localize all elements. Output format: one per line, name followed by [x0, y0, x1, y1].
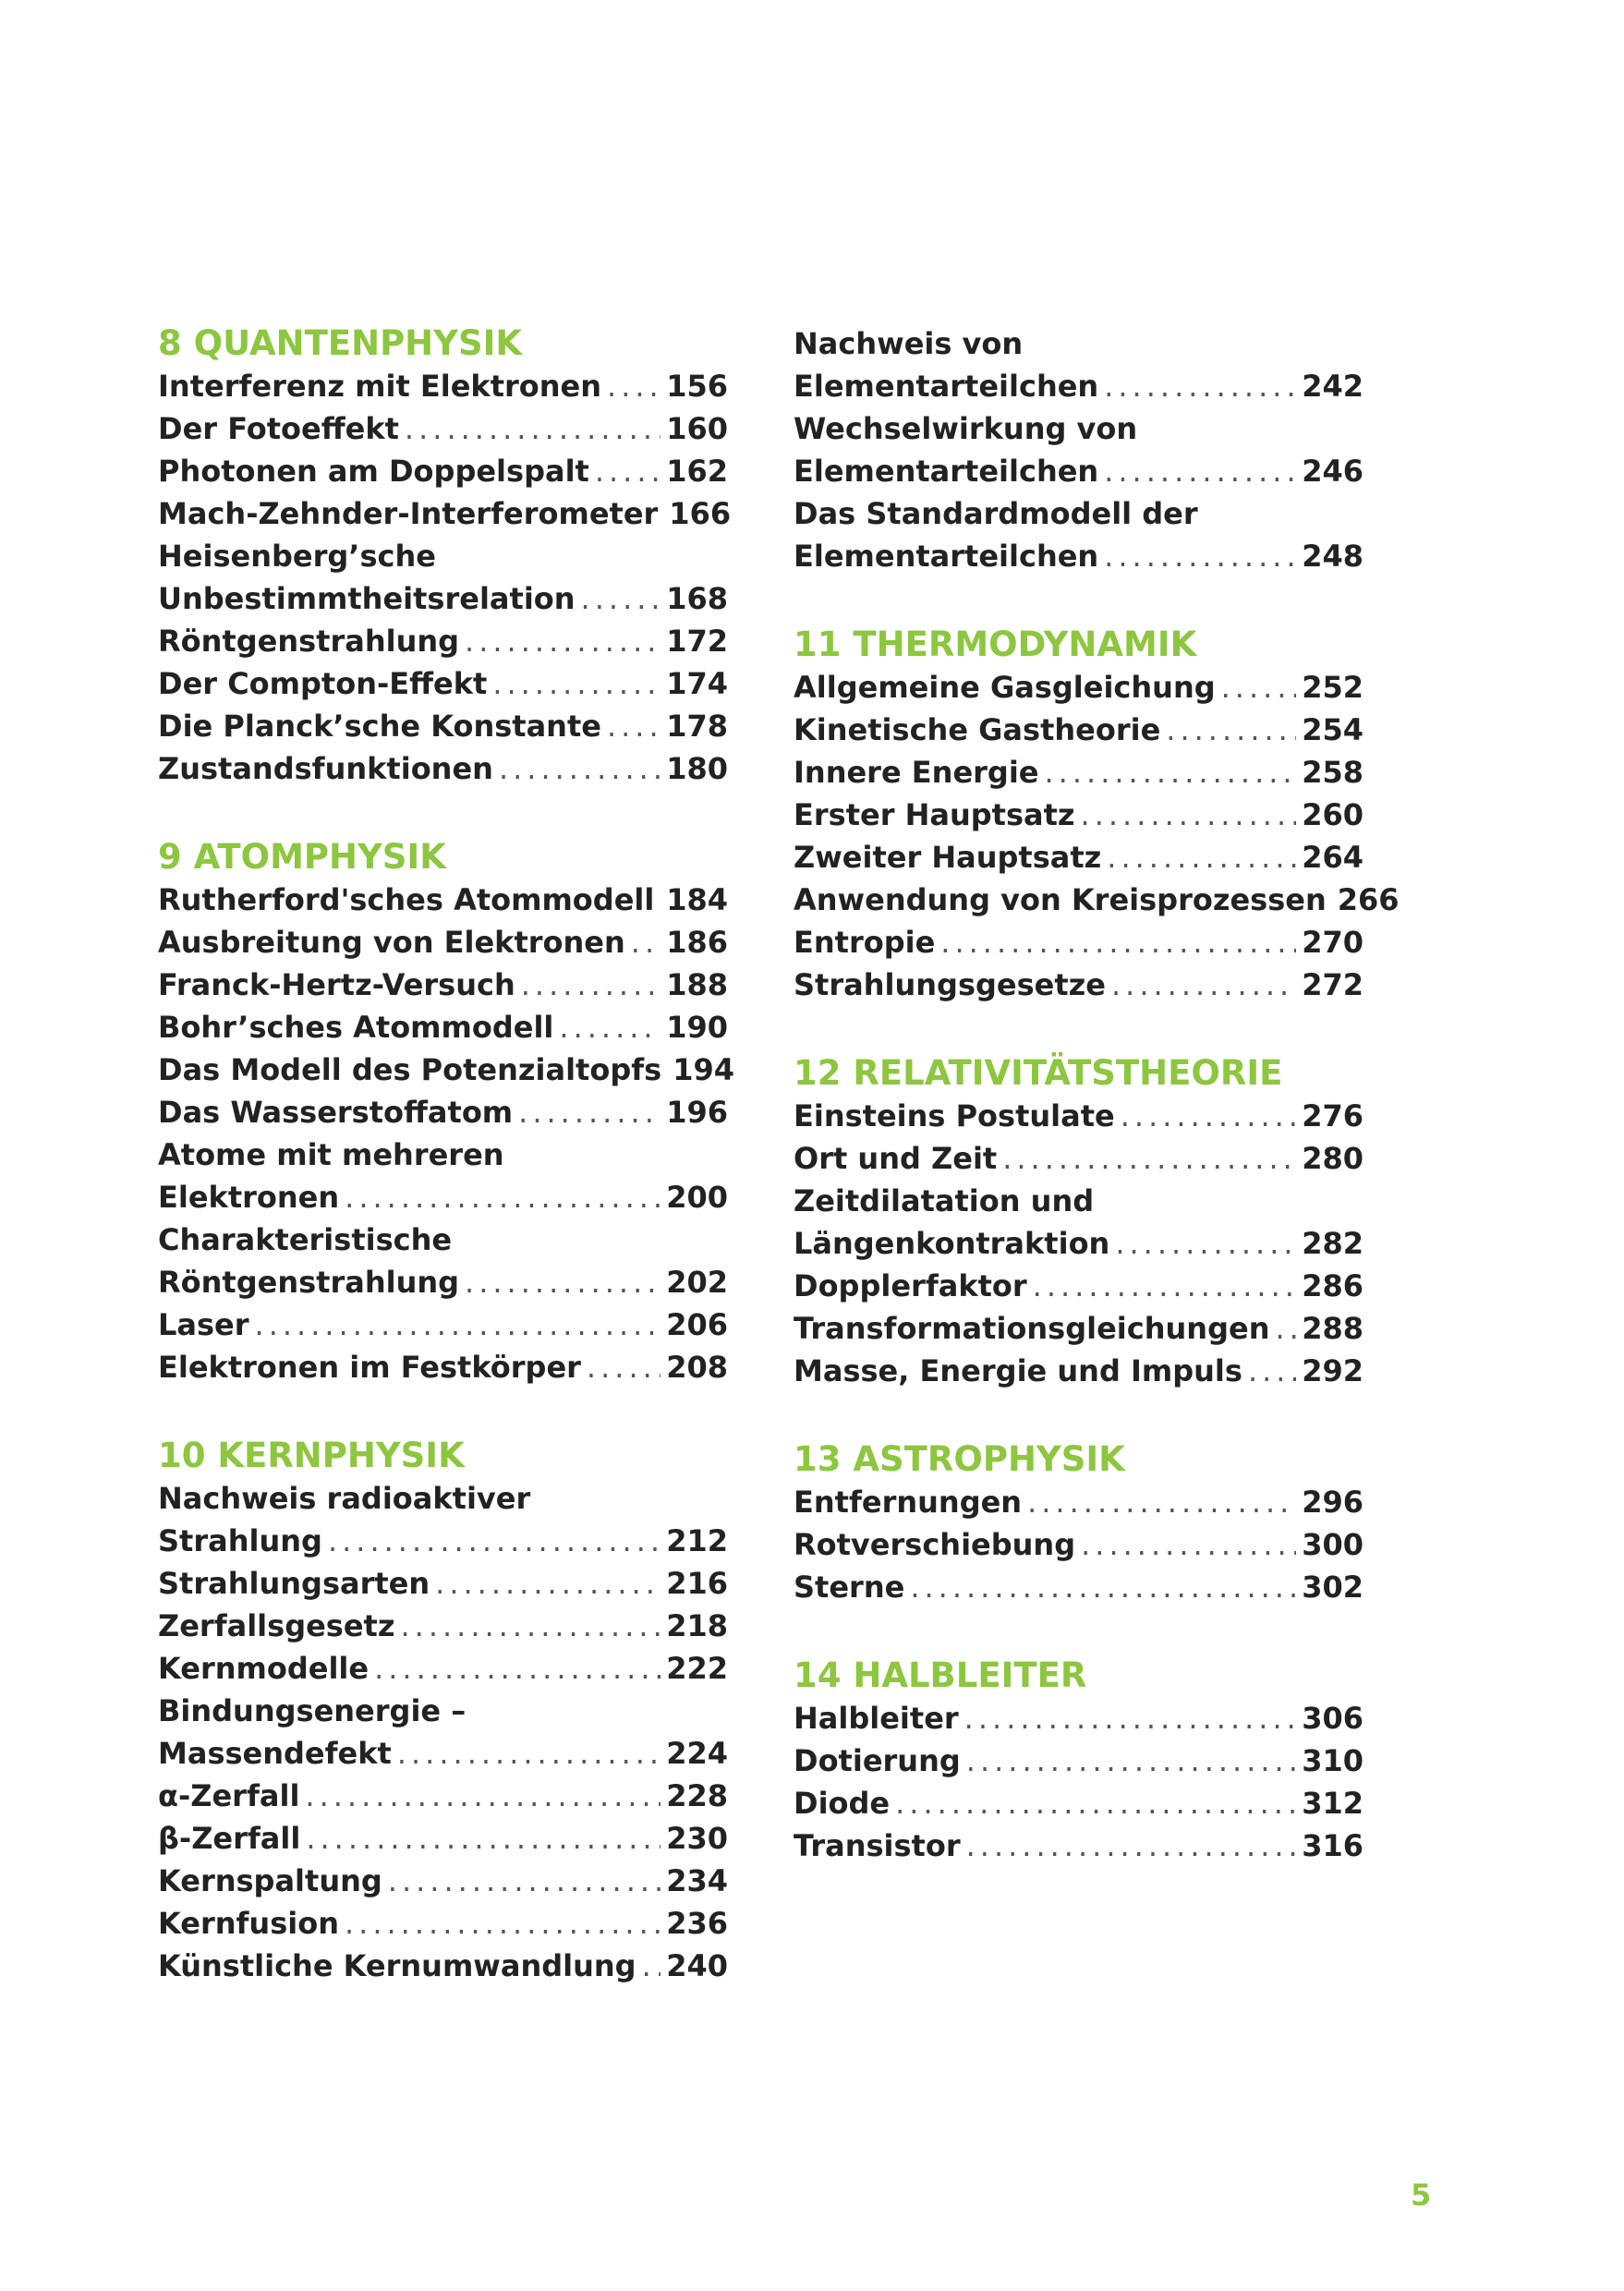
toc-entry[interactable]: [794, 1739, 1363, 1782]
toc-entry[interactable]: [794, 709, 1363, 751]
toc-section-10-kernphysik: [158, 1435, 728, 1987]
dot-leader: [1104, 450, 1296, 492]
entry-title: Halbleiter: [794, 1701, 959, 1736]
entry-page-number: 230: [666, 1821, 728, 1856]
toc-entry[interactable]: [158, 1945, 728, 1987]
entry-page-number: 270: [1302, 925, 1363, 960]
entry-page-number: 206: [666, 1307, 728, 1342]
toc-section-9-atomphysik: [158, 836, 734, 1388]
entry-row: [158, 921, 728, 964]
entry-page-number: 200: [666, 1180, 728, 1215]
entry-row: [794, 709, 1363, 751]
entry-page-number: 306: [1302, 1701, 1363, 1736]
entry-page-number: 286: [1302, 1268, 1363, 1303]
entry-page-number: 236: [666, 1906, 728, 1941]
entry-page-number: 234: [666, 1863, 728, 1898]
toc-section-continued: [794, 322, 1363, 577]
toc-entry[interactable]: [158, 747, 728, 790]
entry-row: [158, 620, 728, 662]
toc-entry[interactable]: [794, 1180, 1363, 1265]
entry-title: Kernspaltung: [158, 1863, 382, 1898]
entry-title: Künstliche Kernumwandlung: [158, 1948, 636, 1983]
dot-leader: [405, 407, 661, 450]
toc-entry[interactable]: [158, 964, 728, 1006]
dot-leader: [400, 1605, 661, 1647]
dot-leader: [1121, 1095, 1296, 1137]
dot-leader: [631, 921, 661, 964]
entry-page-number: 166: [669, 496, 732, 531]
entry-page-number: 186: [666, 925, 728, 960]
entry-row: [794, 1782, 1363, 1824]
dot-leader: [1248, 1350, 1296, 1392]
toc-entry[interactable]: [158, 1817, 728, 1860]
toc-entry[interactable]: [158, 1860, 728, 1902]
toc-entry[interactable]: [794, 751, 1363, 794]
entry-title: Elementarteilchen: [794, 454, 1099, 489]
entry-page-number: 258: [1302, 755, 1363, 790]
entry-title-line: Wechselwirkung von: [794, 411, 1138, 446]
entry-page-number: 296: [1302, 1485, 1363, 1520]
entry-row: [158, 747, 728, 790]
entry-title: Diode: [794, 1786, 891, 1821]
dot-leader: [966, 1739, 1296, 1782]
entry-title: Elementarteilchen: [794, 369, 1099, 404]
dot-leader: [435, 1562, 661, 1605]
entry-page-number: 240: [666, 1948, 728, 1983]
entry-row: [158, 1520, 728, 1562]
toc-entry[interactable]: [158, 705, 728, 747]
entry-title: Strahlungsarten: [158, 1566, 430, 1601]
toc-entry[interactable]: [158, 492, 732, 535]
entry-page-number: 264: [1302, 840, 1363, 875]
entry-page-number: 282: [1302, 1226, 1363, 1261]
entry-row: [158, 1562, 728, 1605]
entry-title: Elektronen im Festkörper: [158, 1350, 581, 1385]
dot-leader: [660, 879, 661, 921]
toc-entry[interactable]: [158, 1562, 728, 1605]
toc-entry[interactable]: [158, 1091, 728, 1133]
toc-entry[interactable]: [158, 1303, 728, 1346]
entry-page-number: 280: [1302, 1141, 1363, 1176]
entry-row: [158, 1303, 728, 1346]
entry-page-number: 312: [1302, 1786, 1363, 1821]
entry-row: [158, 1346, 728, 1388]
toc-entry[interactable]: [794, 964, 1363, 1006]
toc-entry[interactable]: [158, 450, 728, 492]
dot-leader: [1033, 1265, 1297, 1307]
toc-entry[interactable]: [794, 1350, 1363, 1392]
entry-title: Ort und Zeit: [794, 1141, 998, 1176]
entry-title: Strahlung: [158, 1523, 322, 1558]
entry-row: [158, 1091, 728, 1133]
entry-title-line: Charakteristische: [158, 1222, 453, 1257]
entry-page-number: 180: [666, 751, 728, 786]
entry-page-number: 272: [1302, 967, 1363, 1002]
entry-title: Kinetische Gastheorie: [794, 712, 1161, 747]
dot-leader: [966, 1824, 1297, 1867]
entry-page-number: 242: [1302, 369, 1363, 404]
entry-title: Erster Hauptsatz: [794, 797, 1075, 832]
entry-row: [794, 1350, 1363, 1392]
entry-title: Innere Energie: [794, 755, 1039, 790]
toc-entry[interactable]: [794, 1307, 1363, 1350]
toc-section-13-astrophysik: [794, 1438, 1363, 1608]
entry-row: [158, 365, 728, 407]
entry-page-number: 228: [666, 1778, 728, 1813]
toc-entry[interactable]: [158, 535, 728, 620]
entry-row: [158, 1732, 728, 1775]
entry-row: [158, 705, 728, 747]
entry-row: [158, 407, 728, 450]
entry-row: [158, 1006, 728, 1049]
entry-title: Dopplerfaktor: [794, 1268, 1027, 1303]
dot-leader: [595, 450, 661, 492]
entry-title-line: Nachweis von: [794, 326, 1024, 361]
entry-row: [794, 1265, 1363, 1307]
entry-row: [794, 921, 1363, 964]
section-heading: 13 ASTROPHYSIK: [794, 1439, 1125, 1479]
entry-page-number: 156: [666, 369, 728, 404]
toc-section-11-thermodynamik: [794, 624, 1400, 1006]
entry-row: [158, 879, 728, 921]
toc-entry[interactable]: [794, 836, 1363, 879]
entry-title-line: Zeitdilatation und: [794, 1183, 1095, 1218]
entry-page-number: 196: [666, 1095, 728, 1130]
entry-row: [158, 1817, 728, 1860]
entry-page-number: 202: [666, 1265, 728, 1300]
entry-row: [794, 794, 1363, 836]
entry-row: [158, 964, 728, 1006]
entry-row: [794, 1824, 1363, 1867]
entry-page-number: 216: [666, 1566, 728, 1601]
entry-row: [794, 1739, 1363, 1782]
dot-leader: [255, 1303, 661, 1346]
toc-entry[interactable]: [158, 662, 728, 705]
entry-row: [794, 666, 1363, 709]
dot-leader: [345, 1176, 661, 1218]
entry-page-number: 254: [1302, 712, 1363, 747]
dot-leader: [587, 1346, 661, 1388]
entry-row: [158, 577, 728, 620]
dot-leader: [1081, 794, 1297, 836]
entry-page-number: 246: [1302, 454, 1363, 489]
entry-page-number: 194: [673, 1052, 734, 1087]
entry-title-line: Nachweis radioaktiver: [158, 1481, 531, 1516]
toc-entry[interactable]: [794, 1824, 1363, 1867]
entry-page-number: 212: [666, 1523, 728, 1558]
toc-entry[interactable]: [158, 1477, 728, 1562]
entry-row: [158, 662, 728, 705]
dot-leader: [521, 964, 661, 1006]
entry-title: Allgemeine Gasgleichung: [794, 670, 1216, 705]
entry-row: [158, 1176, 728, 1218]
dot-leader: [1002, 1137, 1296, 1180]
entry-page-number: 316: [1302, 1828, 1363, 1863]
entry-row: [158, 1775, 728, 1817]
entry-row: [794, 535, 1363, 577]
entry-title: Röntgenstrahlung: [158, 1265, 460, 1300]
dot-leader: [607, 705, 661, 747]
toc-section-12-relativita-tstheorie: [794, 1052, 1363, 1392]
entry-title: Mach-Zehnder-Interferometer: [158, 496, 659, 531]
entry-row: [158, 1945, 728, 1987]
entry-title: Interferenz mit Elektronen: [158, 369, 602, 404]
entry-page-number: 188: [666, 967, 728, 1002]
entry-title: Sterne: [794, 1570, 905, 1605]
entry-title: Strahlungsgesetze: [794, 967, 1106, 1002]
entry-title: Kernmodelle: [158, 1651, 370, 1686]
toc-entry[interactable]: [794, 1782, 1363, 1824]
entry-row: [794, 751, 1363, 794]
dot-leader: [499, 747, 661, 790]
dot-leader: [1166, 709, 1296, 751]
entry-title: Photonen am Doppelspalt: [158, 454, 589, 489]
dot-leader: [642, 1945, 661, 1987]
dot-leader: [940, 921, 1296, 964]
toc-entry[interactable]: [158, 1218, 728, 1303]
entry-page-number: 302: [1302, 1570, 1363, 1605]
toc-entry[interactable]: [794, 1523, 1363, 1566]
entry-title: Entropie: [794, 925, 936, 960]
toc-entry[interactable]: [794, 1697, 1363, 1739]
page-number: 5: [1411, 2177, 1432, 2212]
dot-leader: [1104, 535, 1296, 577]
toc-entry[interactable]: [794, 1137, 1363, 1180]
entry-title: Elektronen: [158, 1180, 340, 1215]
entry-row: [158, 1902, 728, 1945]
entry-page-number: 190: [666, 1010, 728, 1045]
toc-entry[interactable]: [794, 666, 1363, 709]
dot-leader: [388, 1860, 661, 1902]
dot-leader: [1115, 1222, 1296, 1265]
entry-title: β-Zerfall: [158, 1821, 301, 1856]
entry-page-number: 172: [666, 624, 728, 659]
toc-entry[interactable]: [158, 620, 728, 662]
toc-entry[interactable]: [158, 1133, 728, 1218]
entry-row: [794, 836, 1363, 879]
dot-leader: [607, 365, 661, 407]
toc-entry[interactable]: [158, 407, 728, 450]
dot-leader: [374, 1647, 661, 1690]
entry-title: Das Modell des Potenzialtopfs: [158, 1052, 662, 1087]
entry-title: Einsteins Postulate: [794, 1098, 1115, 1133]
entry-title: Zweiter Hauptsatz: [794, 840, 1102, 875]
entry-title: Der Compton-Effekt: [158, 666, 488, 701]
dot-leader: [1111, 964, 1296, 1006]
entry-row: [794, 1137, 1363, 1180]
entry-title: Kernfusion: [158, 1906, 339, 1941]
entry-page-number: 162: [666, 454, 728, 489]
entry-page-number: 292: [1302, 1353, 1363, 1388]
entry-page-number: 266: [1337, 882, 1400, 917]
entry-row: [794, 1307, 1363, 1350]
toc-entry[interactable]: [794, 879, 1400, 921]
toc-entry[interactable]: [158, 921, 728, 964]
entry-page-number: 310: [1302, 1743, 1363, 1778]
toc-entry[interactable]: [794, 1566, 1363, 1608]
entry-page-number: 218: [666, 1608, 728, 1643]
entry-page-number: 208: [666, 1350, 728, 1385]
entry-title: Laser: [158, 1307, 249, 1342]
entry-title: Ausbreitung von Elektronen: [158, 925, 625, 960]
entry-page-number: 252: [1302, 670, 1363, 705]
dot-leader: [581, 577, 661, 620]
dot-leader: [345, 1902, 661, 1945]
entry-row: [794, 1523, 1363, 1566]
toc-entry[interactable]: [158, 1605, 728, 1647]
toc-entry[interactable]: [794, 1481, 1363, 1523]
entry-row: [794, 1566, 1363, 1608]
toc-entry[interactable]: [158, 1346, 728, 1388]
toc-entry[interactable]: [794, 407, 1363, 492]
section-heading: 9 ATOMPHYSIK: [158, 837, 446, 877]
dot-leader: [1221, 666, 1297, 709]
entry-title: Anwendung von Kreisprozessen: [794, 882, 1327, 917]
entry-title: Masse, Energie und Impuls: [794, 1353, 1242, 1388]
entry-title: Längenkontraktion: [794, 1226, 1110, 1261]
entry-page-number: 276: [1302, 1098, 1363, 1133]
dot-leader: [492, 662, 661, 705]
entry-title: Transistor: [794, 1828, 961, 1863]
entry-title: Transformationsgleichungen: [794, 1311, 1270, 1346]
toc-section-8-quantenphysik: [158, 322, 732, 790]
entry-page-number: 178: [666, 709, 728, 744]
toc-entry[interactable]: [794, 794, 1363, 836]
dot-leader: [465, 620, 661, 662]
dot-leader: [1081, 1523, 1296, 1566]
entry-page-number: 168: [666, 581, 728, 616]
toc-entry[interactable]: [158, 879, 728, 921]
dot-leader: [1027, 1481, 1296, 1523]
entry-title: Das Wasserstoffatom: [158, 1095, 514, 1130]
entry-row: [158, 1605, 728, 1647]
dot-leader: [397, 1732, 661, 1775]
toc-entry[interactable]: [158, 1902, 728, 1945]
entry-title-line: Heisenberg’sche: [158, 539, 436, 574]
entry-title: Franck-Hertz-Versuch: [158, 967, 515, 1002]
entry-row: [158, 1647, 728, 1690]
section-heading: 14 HALBLEITER: [794, 1655, 1087, 1695]
entry-title: Zustandsfunktionen: [158, 751, 493, 786]
dot-leader: [559, 1006, 661, 1049]
entry-title-line: Bindungsenergie –: [158, 1693, 467, 1728]
entry-title: Entfernungen: [794, 1485, 1023, 1520]
toc-entry[interactable]: [158, 365, 728, 407]
toc-entry[interactable]: [794, 1265, 1363, 1307]
entry-title: Bohr’sches Atommodell: [158, 1010, 554, 1045]
dot-leader: [895, 1782, 1296, 1824]
toc-left-column: [158, 322, 734, 2033]
entry-row: [794, 450, 1363, 492]
entry-row: [794, 1222, 1363, 1265]
entry-page-number: 300: [1302, 1527, 1363, 1562]
toc-entry[interactable]: [794, 1095, 1363, 1137]
entry-page-number: 184: [666, 882, 728, 917]
entry-title: Zerfallsgesetz: [158, 1608, 395, 1643]
entry-title: Rotverschiebung: [794, 1527, 1076, 1562]
entry-title: Der Fotoeffekt: [158, 411, 399, 446]
dot-leader: [518, 1091, 661, 1133]
entry-row: [158, 1860, 728, 1902]
dot-leader: [964, 1697, 1297, 1739]
dot-leader: [305, 1775, 661, 1817]
entry-page-number: 288: [1302, 1311, 1363, 1346]
dot-leader: [1045, 751, 1297, 794]
entry-row: [158, 1049, 734, 1091]
section-heading: 12 RELATIVITÄTSTHEORIE: [794, 1053, 1283, 1093]
section-heading: 10 KERNPHYSIK: [158, 1436, 465, 1475]
entry-page-number: 222: [666, 1651, 728, 1686]
dot-leader: [328, 1520, 661, 1562]
entry-page-number: 224: [666, 1736, 728, 1771]
toc-entry[interactable]: [158, 1006, 728, 1049]
dot-leader: [1107, 836, 1296, 879]
dot-leader: [465, 1261, 661, 1303]
entry-row: [158, 1261, 728, 1303]
entry-title: Rutherford'sches Atommodell: [158, 882, 655, 917]
entry-page-number: 174: [666, 666, 728, 701]
entry-row: [794, 365, 1363, 407]
entry-row: [794, 1095, 1363, 1137]
section-heading: 11 THERMODYNAMIK: [794, 624, 1197, 664]
entry-title: Massendefekt: [158, 1736, 392, 1771]
entry-page-number: 160: [666, 411, 728, 446]
entry-row: [794, 1697, 1363, 1739]
section-heading: 8 QUANTENPHYSIK: [158, 323, 523, 363]
toc-right-column: [794, 322, 1400, 1913]
entry-title: Die Planck’sche Konstante: [158, 709, 601, 744]
entry-page-number: 248: [1302, 539, 1363, 574]
entry-row: [158, 450, 728, 492]
toc-section-14-halbleiter: [794, 1655, 1363, 1867]
entry-title: Röntgenstrahlung: [158, 624, 460, 659]
toc-entry[interactable]: [794, 492, 1363, 577]
toc-entry[interactable]: [158, 1049, 734, 1091]
dot-leader: [1104, 365, 1296, 407]
dot-leader: [306, 1817, 661, 1860]
toc-entry[interactable]: [794, 322, 1363, 407]
entry-row: [158, 492, 732, 535]
entry-title: Elementarteilchen: [794, 539, 1099, 574]
entry-row: [794, 879, 1400, 921]
toc-entry[interactable]: [794, 921, 1363, 964]
toc-entry[interactable]: [158, 1775, 728, 1817]
entry-title: Unbestimmtheitsrelation: [158, 581, 576, 616]
entry-page-number: 260: [1302, 797, 1363, 832]
entry-title: α-Zerfall: [158, 1778, 300, 1813]
dot-leader: [910, 1566, 1296, 1608]
dot-leader: [1275, 1307, 1296, 1350]
toc-entry[interactable]: [158, 1690, 728, 1775]
entry-row: [794, 1481, 1363, 1523]
entry-title-line: Das Standardmodell der: [794, 496, 1198, 531]
entry-title-line: Atome mit mehreren: [158, 1137, 504, 1172]
entry-row: [794, 964, 1363, 1006]
toc-entry[interactable]: [158, 1647, 728, 1690]
entry-title: Dotierung: [794, 1743, 961, 1778]
